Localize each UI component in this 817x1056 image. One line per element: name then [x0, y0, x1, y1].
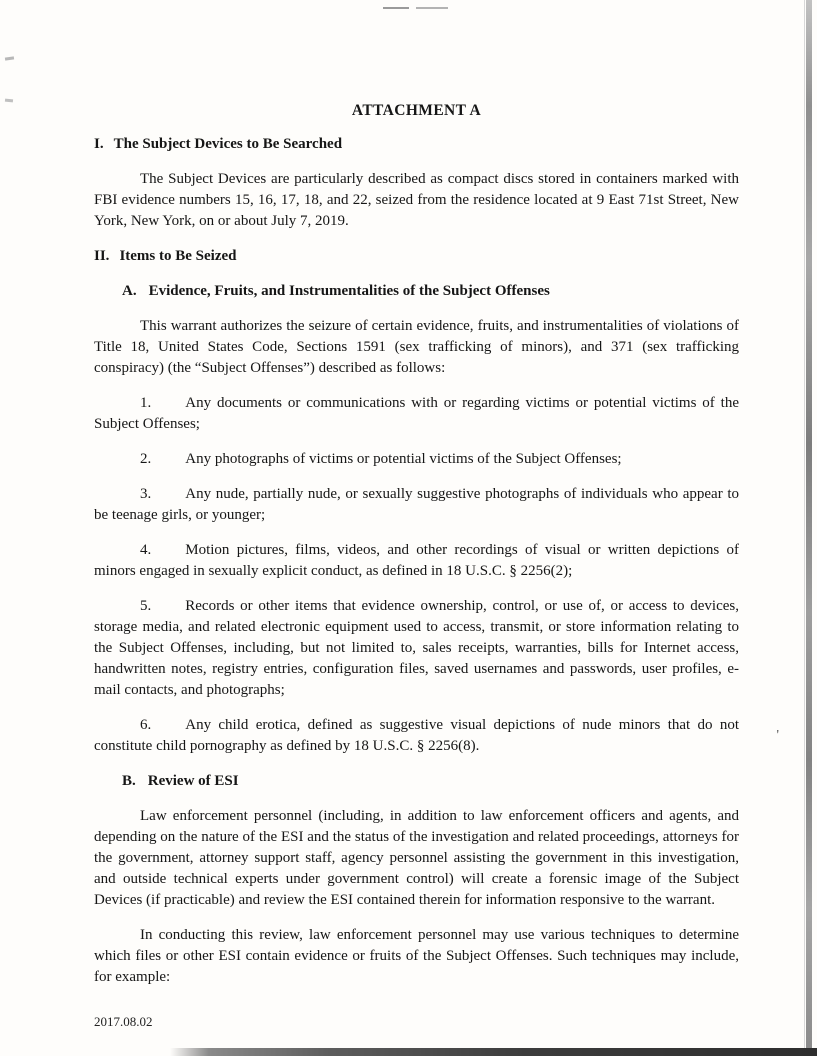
item-number: 3. — [140, 486, 152, 502]
paragraph-esi-review-1: Law enforcement personnel (including, in addition to law enforcement officers and agents, and depending on the nature of the ESI and the status of the investigation and related proceedings, attorneys for the government, attorney support staff, agency personnel assisting the government in this investigation, and outside technical experts under government control) will create a forensic image of the Subject Devices (if practicable) and review the ESI contained therein for information responsive to the warrant. — [94, 808, 739, 908]
scan-artifact-right-line — [804, 0, 805, 1056]
section-1-number: I. — [94, 136, 104, 152]
scan-artifact-top-dash — [416, 7, 448, 9]
scan-artifact-right-edge — [806, 0, 812, 1056]
seizure-item-6 — [94, 715, 739, 757]
section-2-title: Items to Be Seized — [119, 248, 237, 264]
item-number: 2. — [140, 451, 152, 467]
item-text: Any child erotica, defined as suggestive visual depictions of nude minors that do not constitute child pornography as defined by 18 U.S.C. § 2256(8). — [94, 717, 739, 754]
item-text: Any nude, partially nude, or sexually suggestive photographs of individuals who appear to be teenage girls, or younger; — [94, 486, 739, 523]
document-content — [94, 100, 739, 1002]
subsection-b-letter: B. — [122, 773, 136, 789]
item-number: 1. — [140, 395, 152, 411]
item-text: Any documents or communications with or regarding victims or potential victims of the Subject Offenses; — [94, 395, 739, 432]
item-text: Records or other items that evidence ownership, control, or use of, or access to devices, storage media, and related electronic equipment used to access, transmit, or store information relating to the Subject Offenses, including, but not limited to, sales receipts, warranties, bills for Internet access, handwritten notes, registry entries, configuration files, saved usernames and passwords, user profiles, e-mail contacts, and photographs; — [94, 598, 739, 698]
scan-artifact-stray-mark: ' — [776, 728, 779, 743]
page-footer-date: 2017.08.02 — [94, 1014, 153, 1029]
subsection-a-letter: A. — [122, 283, 137, 299]
paragraph-esi-review-2: In conducting this review, law enforcement personnel may use various techniques to determine which files or other ESI contain evidence or fruits of the Subject Offenses. Such techniques may include, for example: — [94, 927, 739, 985]
section-heading-2 — [94, 246, 739, 267]
scan-artifact-top-dash — [383, 7, 409, 9]
item-text: Motion pictures, films, videos, and other recordings of visual or written depictions of minors engaged in sexually explicit conduct, as defined in 18 U.S.C. § 2256(2); — [94, 542, 739, 579]
subsection-b-title: Review of ESI — [147, 773, 239, 789]
subsection-heading-b — [94, 771, 739, 792]
scan-artifact-bottom-edge — [170, 1048, 817, 1056]
paragraph-warrant-intro: This warrant authorizes the seizure of certain evidence, fruits, and instrumentalities of violations of Title 18, United States Code, Sections 1591 (sex trafficking of minors), and 371 (sex trafficking conspiracy) (the “Subject Offenses”) described as follows: — [94, 318, 739, 376]
item-text: Any photographs of victims or potential victims of the Subject Offenses; — [185, 451, 622, 467]
seizure-item-2 — [94, 449, 739, 470]
subsection-heading-a — [94, 281, 739, 302]
scan-artifact-left-tick — [5, 99, 13, 103]
seizure-item-4 — [94, 540, 739, 582]
seizure-item-1 — [94, 393, 739, 435]
item-number: 5. — [140, 598, 152, 614]
item-number: 6. — [140, 717, 152, 733]
section-1-title: The Subject Devices to Be Searched — [113, 136, 343, 152]
subsection-a-title: Evidence, Fruits, and Instrumentalities of the Subject Offenses — [148, 283, 550, 299]
section-2-number: II. — [94, 248, 110, 264]
paragraph-subject-devices: The Subject Devices are particularly described as compact discs stored in containers marked with FBI evidence numbers 15, 16, 17, 18, and 22, seized from the residence located at 9 East 71st Street, New York, New York, on or about July 7, 2019. — [94, 171, 739, 229]
item-number: 4. — [140, 542, 152, 558]
document-title: ATTACHMENT A — [351, 102, 482, 119]
seizure-item-5 — [94, 596, 739, 701]
section-heading-1 — [94, 134, 739, 155]
scan-artifact-left-tick — [5, 56, 14, 60]
seizure-item-3 — [94, 484, 739, 526]
